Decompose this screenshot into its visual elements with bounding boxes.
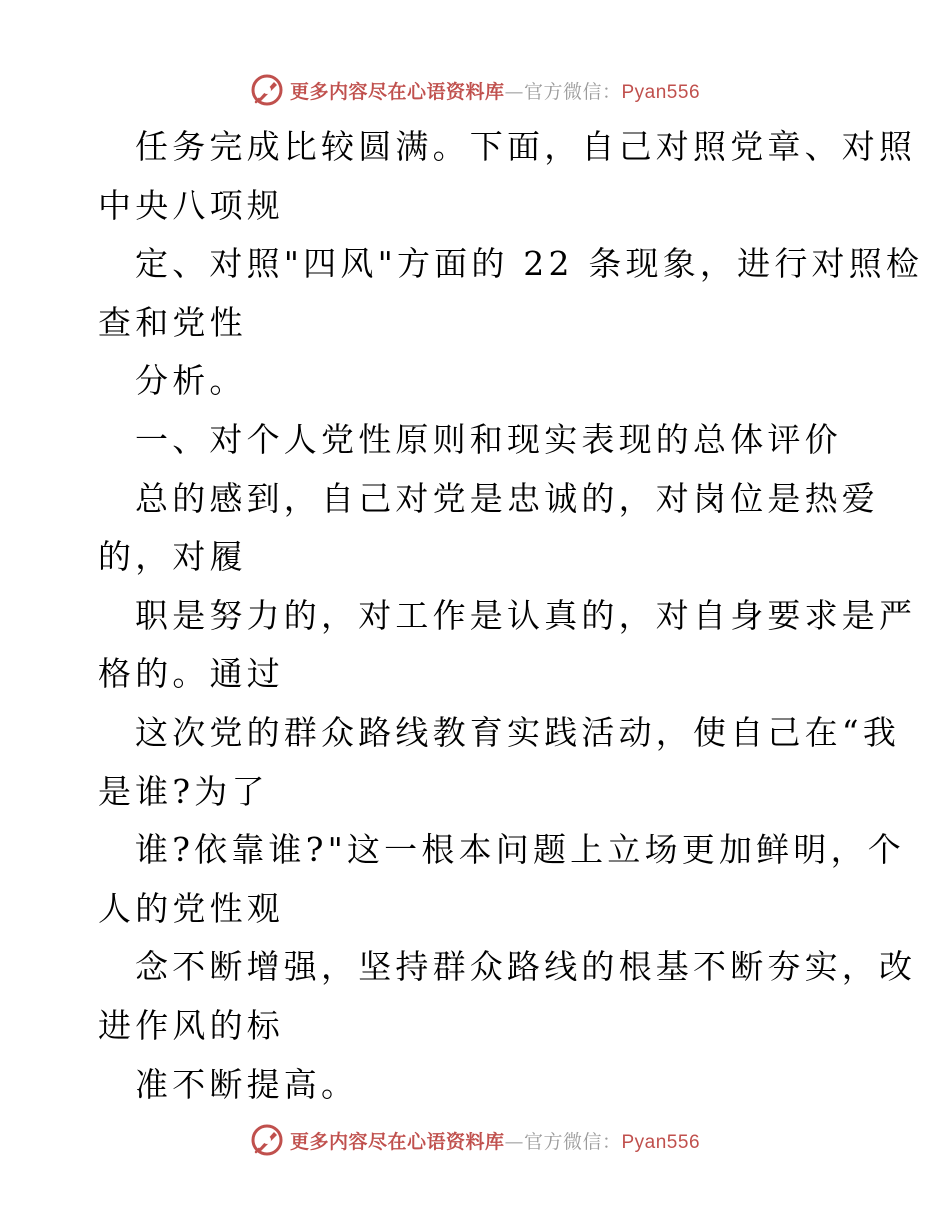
text-line: 格的。通过 xyxy=(98,654,284,694)
text-line: 查和党性 xyxy=(98,302,247,342)
text-line: 任务完成比较圆满。下面，自己对照党章、对照 xyxy=(135,127,917,166)
header-watermark xyxy=(0,70,950,110)
text-line: 定、对照"四风"方面的 22 条现象，进行对照检 xyxy=(135,244,924,284)
quill-circle-logo-icon xyxy=(250,1123,284,1157)
watermark-account-label: 官方微信： xyxy=(523,1130,622,1153)
text-line: 分析。 xyxy=(135,361,247,401)
watermark-separator: — xyxy=(504,80,524,103)
quill-circle-logo-icon xyxy=(250,73,284,107)
watermark-account-id: Pyan556 xyxy=(621,1131,701,1153)
watermark-site-text: 更多内容尽在心语资料库 xyxy=(289,1130,505,1153)
watermark-account-label: 官方微信： xyxy=(523,80,622,103)
text-line: 职是努力的，对工作是认真的，对自身要求是严 xyxy=(135,595,917,635)
watermark-text xyxy=(290,77,700,104)
text-line: 进作风的标 xyxy=(98,1005,284,1045)
footer-watermark xyxy=(0,1120,950,1160)
text-line: 准不断提高。 xyxy=(135,1064,359,1104)
document-body xyxy=(98,118,924,1114)
text-line: 的，对履 xyxy=(98,537,247,577)
text-line: 总的感到，自己对党是忠诚的，对岗位是热爱 xyxy=(135,478,879,518)
text-line: 谁?依靠谁?"这一根本问题上立场更加鲜明，个 xyxy=(135,830,905,870)
watermark-account-id: Pyan556 xyxy=(621,81,701,103)
watermark-site-text: 更多内容尽在心语资料库 xyxy=(289,80,505,103)
text-line: 一、对个人党性原则和现实表现的总体评价 xyxy=(135,419,842,459)
text-line: 这次党的群众路线教育实践活动，使自己在“我 xyxy=(135,712,901,752)
text-line: 是谁?为了 xyxy=(98,771,269,811)
text-line: 中央八项规 xyxy=(98,185,284,225)
watermark-separator: — xyxy=(504,1130,524,1153)
text-line: 人的党性观 xyxy=(98,888,284,928)
text-line: 念不断增强，坚持群众路线的根基不断夯实，改 xyxy=(135,947,917,987)
watermark-text xyxy=(290,1127,700,1154)
